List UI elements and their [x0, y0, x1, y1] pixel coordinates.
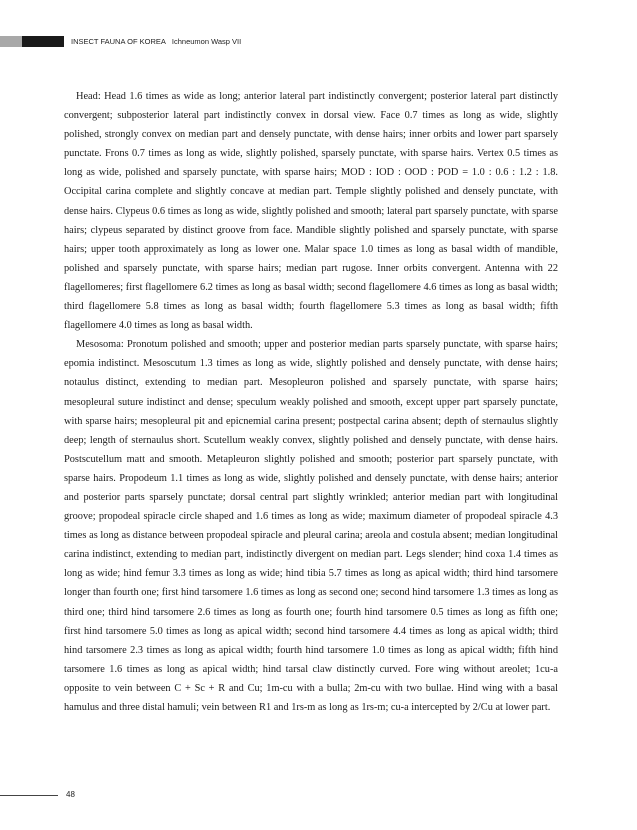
header-text — [71, 36, 241, 47]
header-black-block — [22, 36, 64, 47]
page-number: 48 — [66, 790, 75, 799]
main-text — [64, 87, 558, 717]
book-title: INSECT FAUNA OF KOREA — [71, 37, 166, 46]
head-paragraph: Head: Head 1.6 times as wide as long; anterior lateral part indistinctly convergent; posterior lateral part distinctly convergent; subposterior lateral part indistinctly convex in dorsal view. Face 0.7 times as long as wide, slightly polished, strongly convex on median part and densely punctate, with dense hairs; inner orbits and lower part sparsely punctate. Frons 0.7 times as long as wide, slightly polished, sparsely punctate, with sparse hairs. Vertex 0.5 times as long as wide, polished and sparsely punctate, with sparse hairs; MOD : IOD : OOD : POD = 1.0 : 0.6 : 1.2 : 1.8. Occipital carina complete and slightly concave at median part. Temple slightly polished and densely punctate, with dense hairs. Clypeus 0.6 times as long as wide, slightly polished and smooth; lateral part sparsely punctate, with sparse hairs; clypeus separated by distinct groove from face. Mandible slightly polished and sparsely punctate, with sparse hairs; upper tooth approximately as long as lower one. Malar space 1.0 times as long as basal width of mandible, polished and sparsely punctate, with sparse hairs; median part rugose. Inner orbits convergent. Antenna with 22 flagellomeres; first flagellomere 6.2 times as long as basal width; second flagellomere 4.6 times as long as basal width; third flagellomere 5.8 times as long as basal width; fourth flagellomere 5.3 times as long as basal width; fifth flagellomere 4.0 times as long as basal width. — [64, 91, 558, 332]
footer-rule — [0, 795, 58, 796]
mesosoma-paragraph: Mesosoma: Pronotum polished and smooth; upper and posterior median parts sparsely punctate, with sparse hairs; epomia indistinct. Mesoscutum 1.3 times as long as wide, slightly polished and densely punctate, with dense hairs; notaulus distinct, extending to median part. Mesopleuron polished and sparsely punctate, with sparse hairs; mesopleural suture indistinct and dense; speculum weakly polished and smooth, except upper part sparsely punctate, with sparse hairs; mesopleural pit and epicnemial carina present; postpectal carina absent; depth of sternaulus slightly deep; length of sternaulus short. Scutellum weakly convex, slightly polished and densely punctate, with dense hairs. Postscutellum matt and smooth. Metapleuron slightly polished and smooth; posterior part sparsely punctate, with sparse hairs. Propodeum 1.1 times as long as wide, slightly polished and densely punctate, with dense hairs; anterior and posterior parts sparsely punctate; dorsal central part slightly wrinkled; anterior median part with longitudinal groove; propodeal spiracle circle shaped and 1.6 times as long as wide; maximum diameter of propodeal spiracle 4.3 times as long as distance between propodeal spiracle and pleural carina; areola and costula absent; median longitudinal carina indistinct, extending to median part, indistinctly divergent on median part. Legs slender; hind coxa 1.4 times as long as wide; hind femur 3.3 times as long as wide; hind tibia 5.7 times as long as apical width; third hind tarsomere longer than fourth one; first hind tarsomere 1.6 times as long as second one; second hind tarsomere 1.3 times as long as third one; third hind tarsomere 2.6 times as long as fourth one; fourth hind tarsomere 0.5 times as long as fifth one; first hind tarsomere 5.0 times as long as apical width; second hind tarsomere 4.4 times as long as apical width; third hind tarsomere 2.3 times as long as apical width; fourth hind tarsomere 1.0 times as long as apical width; fifth hind tarsomere 1.6 times as long as apical width; hind tarsal claw distinctly curved. Fore wing without areolet; 1cu-a opposite to vein between C + Sc + R and Cu; 1m-cu with a bulla; 2m-cu with two bullae. Hind wing with a basal hamulus and three distal hamuli; vein between R1 and 1rs-m as long as 1rs-m; cu-a intercepted by 2/Cu at lower part. — [64, 339, 558, 713]
running-header — [0, 36, 637, 47]
header-grey-block — [0, 36, 22, 47]
section-title: Ichneumon Wasp VII — [171, 37, 242, 46]
